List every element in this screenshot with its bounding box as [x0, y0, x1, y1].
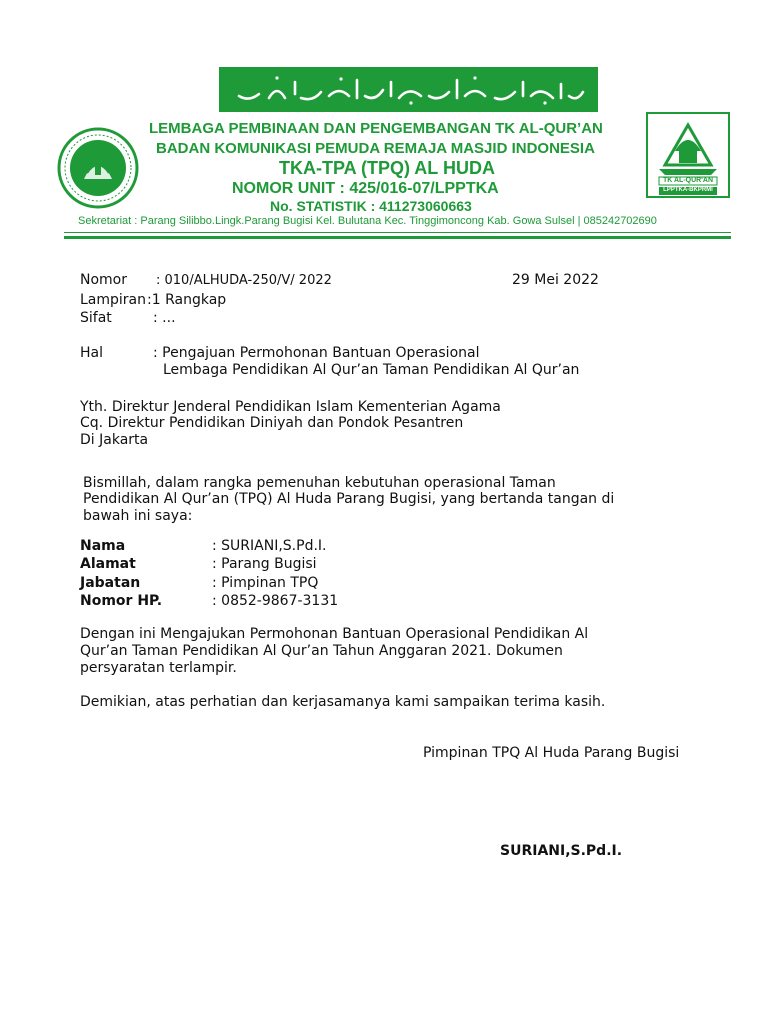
lampiran-label: Lampiran	[80, 292, 147, 308]
hal-label: Hal	[80, 345, 103, 361]
recipient-line1: Yth. Direktur Jenderal Pendidikan Islam Kementerian Agama	[80, 399, 501, 415]
sifat-label: Sifat	[80, 310, 112, 326]
para2-line2: Qur’an Taman Pendidikan Al Qur’an Tahun Anggaran 2021. Dokumen	[80, 643, 563, 659]
header-rule-thick	[64, 236, 731, 239]
para1-line2: Pendidikan Al Qur’an (TPQ) Al Huda Parang Bugisi, yang bertanda tangan di	[83, 491, 615, 507]
hal-value-line1: : Pengajuan Permohonan Bantuan Operasional	[153, 345, 480, 361]
para2-line3: persyaratan terlampir.	[80, 660, 237, 676]
field-label-nomor-hp: Nomor HP.	[80, 593, 163, 609]
header-line2: BADAN KOMUNIKASI PEMUDA REMAJA MASJID INDONESIA	[156, 140, 595, 157]
header-line1: LEMBAGA PEMBINAAN DAN PENGEMBANGAN TK AL-QUR’AN	[149, 120, 603, 137]
field-value-nomor-hp: : 0852-9867-3131	[212, 593, 339, 609]
signature-name: SURIANI,S.Pd.I.	[500, 843, 623, 859]
arabic-banner	[219, 67, 598, 112]
header-line5: No. STATISTIK : 411273060663	[270, 198, 472, 214]
para1-line3: bawah ini saya:	[83, 508, 193, 524]
para1-line1: Bismillah, dalam rangka pemenuhan kebutuhan operasional Taman	[83, 475, 556, 491]
nomor-value: : 010/ALHUDA-250/V/ 2022	[156, 273, 332, 288]
lampiran-value: :1 Rangkap	[147, 292, 227, 308]
field-label-alamat: Alamat	[80, 556, 136, 572]
hal-value-line2: Lembaga Pendidikan Al Qur’an Taman Pendidikan Al Qur’an	[163, 362, 580, 378]
right-logo-label1: TK AL-QUR'AN	[662, 177, 713, 184]
field-value-nama: : SURIANI,S.Pd.I.	[212, 538, 327, 554]
nomor-label: Nomor	[80, 272, 127, 288]
header-line3: TKA-TPA (TPQ) AL HUDA	[279, 158, 495, 178]
signature-title: Pimpinan TPQ Al Huda Parang Bugisi	[423, 745, 680, 761]
para2-line1: Dengan ini Mengajukan Permohonan Bantuan Operasional Pendidikan Al	[80, 626, 589, 642]
recipient-line2: Cq. Direktur Pendidikan Diniyah dan Pondok Pesantren	[80, 415, 464, 431]
letter-date: 29 Mei 2022	[512, 272, 599, 288]
field-label-nama: Nama	[80, 538, 126, 554]
right-logo-label2: LPPTKA-BKPRMI	[663, 187, 713, 193]
arabic-calligraphy	[229, 72, 589, 108]
header-line4: NOMOR UNIT : 425/016-07/LPPTKA	[232, 180, 499, 197]
field-value-jabatan: : Pimpinan TPQ	[212, 575, 319, 591]
sifat-value: : ...	[153, 310, 176, 326]
closing-sentence: Demikian, atas perhatian dan kerjasamanya kami sampaikan terima kasih.	[80, 694, 606, 710]
recipient-line3: Di Jakarta	[80, 432, 149, 448]
field-label-jabatan: Jabatan	[80, 575, 141, 591]
header-rule-thin	[64, 232, 731, 233]
bkprmi-logo	[57, 127, 139, 209]
lpptka-logo	[645, 111, 731, 199]
field-value-alamat: : Parang Bugisi	[212, 556, 317, 572]
header-address: Sekretariat : Parang Silibbo.Lingk.Parang Bugisi Kel. Bulutana Kec. Tinggimoncong Kab. Gowa Sulsel | 085242702690	[78, 215, 657, 227]
